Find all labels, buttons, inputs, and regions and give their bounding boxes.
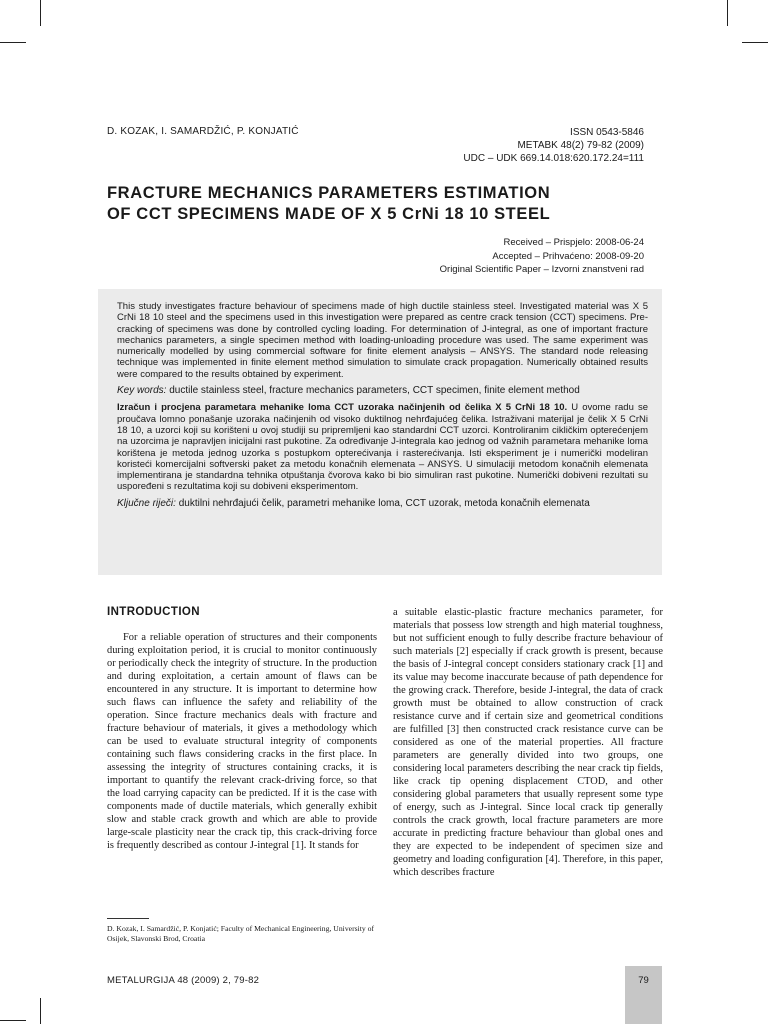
metabk: METABK 48(2) 79-82 (2009) [517, 140, 644, 151]
footnote-rule [107, 918, 149, 919]
title-line-1: FRACTURE MECHANICS PARAMETERS ESTIMATION [107, 184, 551, 202]
croatian-abstract [117, 402, 648, 492]
received-date: Received – Prispjelo: 2008-06-24 [503, 237, 644, 248]
crop-mark [0, 42, 26, 43]
keywords [117, 385, 648, 396]
dates-block [440, 236, 644, 277]
journal-identifiers [463, 126, 644, 165]
body-column-right [393, 606, 663, 879]
journal-reference: METALURGIJA 48 (2009) 2, 79-82 [107, 975, 260, 986]
author-affiliation-footnote: D. Kozak, I. Samardžić, P. Konjatić; Faculty of Mechanical Engineering, University of Osijek, Slavonski Brod, Croatia [107, 924, 375, 943]
abstract-text: This study investigates fracture behaviour of specimens made of high ductile stainless steel. Investigated material was X 5 CrNi 18 10 steel and the specimens used in this investigation were prepared as centre crack tension (CCT) specimens. Pre-cracking of specimens was done by controlled cycling loading. For determination of J-integral, as one of important fracture mechanics parameters, a single specimen method with loading-unloading procedure was used. The same experiment was numerically modelled by using commercial software for finite element analysis – ANSYS. The standard node releasing technique was implemented in finite element method simulation to simulate crack propagation. Numerically obtained results were compared to the results obtained by experiment. [117, 301, 648, 380]
crop-mark [0, 1020, 26, 1021]
accepted-date: Accepted – Prihvaćeno: 2008-09-20 [492, 250, 644, 262]
crop-mark [727, 0, 728, 26]
title-line-2: OF CCT SPECIMENS MADE OF X 5 CrNi 18 10 STEEL [107, 205, 551, 223]
crop-mark [40, 0, 41, 26]
paper-title [107, 183, 647, 225]
page-number: 79 [638, 975, 649, 986]
croatian-keywords-label: Ključne riječi: [117, 497, 176, 509]
croatian-keywords [117, 498, 648, 509]
issn: ISSN 0543-5846 [570, 127, 644, 138]
udc: UDC – UDK 669.14.018:620.172.24=111 [463, 153, 644, 164]
abstract-box [98, 289, 662, 575]
intro-paragraph-right: a suitable elastic-plastic fracture mechanics parameter, for materials that possess low strength and high material toughness, but not sufficient enough to fully describe fracture behaviour of such materials [2] especially if crack growth is present, because the basis of J-integral concept considers stationary crack [1] and its value may become inaccurate because of path dependence for the growing crack. Therefore, beside J-integral, the data of crack growth must be obtained to allow construction of crack resistance curve and if certain size and geometrical conditions are fulfilled [3] then constructed crack resistance curve can be considered as one of the material properties. All fracture parameters are generally divided into two groups, one considering local parameters describing the near crack tip fields, like crack tip opening displacement CTOD, and other considering global parameters that usually represent some type of energy, such as J-integral. Since local crack tip generally controls the crack growth, local fracture parameters are more accurate in predicting fracture behaviour than global ones and they are expected to be independent of specimen size and geometry and loading configuration [4]. Therefore, in this paper, which describes fracture [393, 607, 663, 878]
body-column-left [107, 606, 377, 852]
keywords-list: ductile stainless steel, fracture mechanics parameters, CCT specimen, finite element method [169, 385, 580, 397]
intro-paragraph-left: For a reliable operation of structures and their components during exploitation period, it is crucial to monitor continuously or periodically check the integrity of structure. In the production and during exploitation, a certain amount of flaws can be encountered in any structure. It is important to determine how such flaws can influence the safety and reliability of the operation. Since fracture mechanics deals with fracture and fracture behaviour of materials, it gives a methodology which can be used to evaluate structural integrity of components containing such flaws considering cracks in the first place. In assessing the integrity of structures containing cracks, it is important to quantify the relevant crack-driving force, so that the load carrying capacity can be predicted. If it is the case with components made of ductile materials, which generally exhibit slow and stable crack growth and which are able to provide large-scale plasticity near the crack tip, this crack-driving force is frequently described as contour J-integral [1]. It stands for [107, 632, 377, 851]
croatian-keywords-list: duktilni nehrđajući čelik, parametri mehanike loma, CCT uzorak, metoda konačnih elemenata [178, 497, 590, 509]
authors-header: D. KOZAK, I. SAMARDŽIĆ, P. KONJATIĆ [107, 126, 299, 137]
crop-mark [40, 998, 41, 1024]
croatian-abstract-text: U ovome radu se proučava lomno ponašanje uzoraka načinjenih od visoko duktilnog nehrđajućeg čelika. Istraživani materijal je čelik X 5 CrNi 18 10, a uzorci koji su korišteni u ovoj studiji su pripremljeni kao standardni CCT uzorci. Kontroliranim cikličkim opterećenjem na uzorcima je napravljen inicijalni rast pukotine. Za određivanje J-integrala kao jednog od važnih parametara mehanike loma korištena je metoda jednog uzorka s postupkom opterećivanja i rasterećivanja. Isti eksperiment je i numerički modeliran koristeći komercijalni softverski paket za metodu konačnih elemenata – ANSYS. U simulaciji metodom konačnih elemenata implementirana je standardna tehnika otpuštanja čvorova kako bi bio simuliran rast pukotine. Numerički dobiveni rezultati su uspoređeni s rezultatima koji su dobiveni eksperimentom. [117, 402, 648, 493]
croatian-title: Izračun i procjena parametara mehanike loma CCT uzoraka načinjenih od čelika X 5 CrNi 18 10. [117, 402, 568, 414]
page-number-box [625, 966, 662, 1024]
crop-mark [742, 42, 768, 43]
section-heading-introduction: INTRODUCTION [107, 606, 200, 618]
paper-type: Original Scientific Paper – Izvorni znanstveni rad [439, 264, 644, 275]
keywords-label: Key words: [117, 385, 167, 397]
